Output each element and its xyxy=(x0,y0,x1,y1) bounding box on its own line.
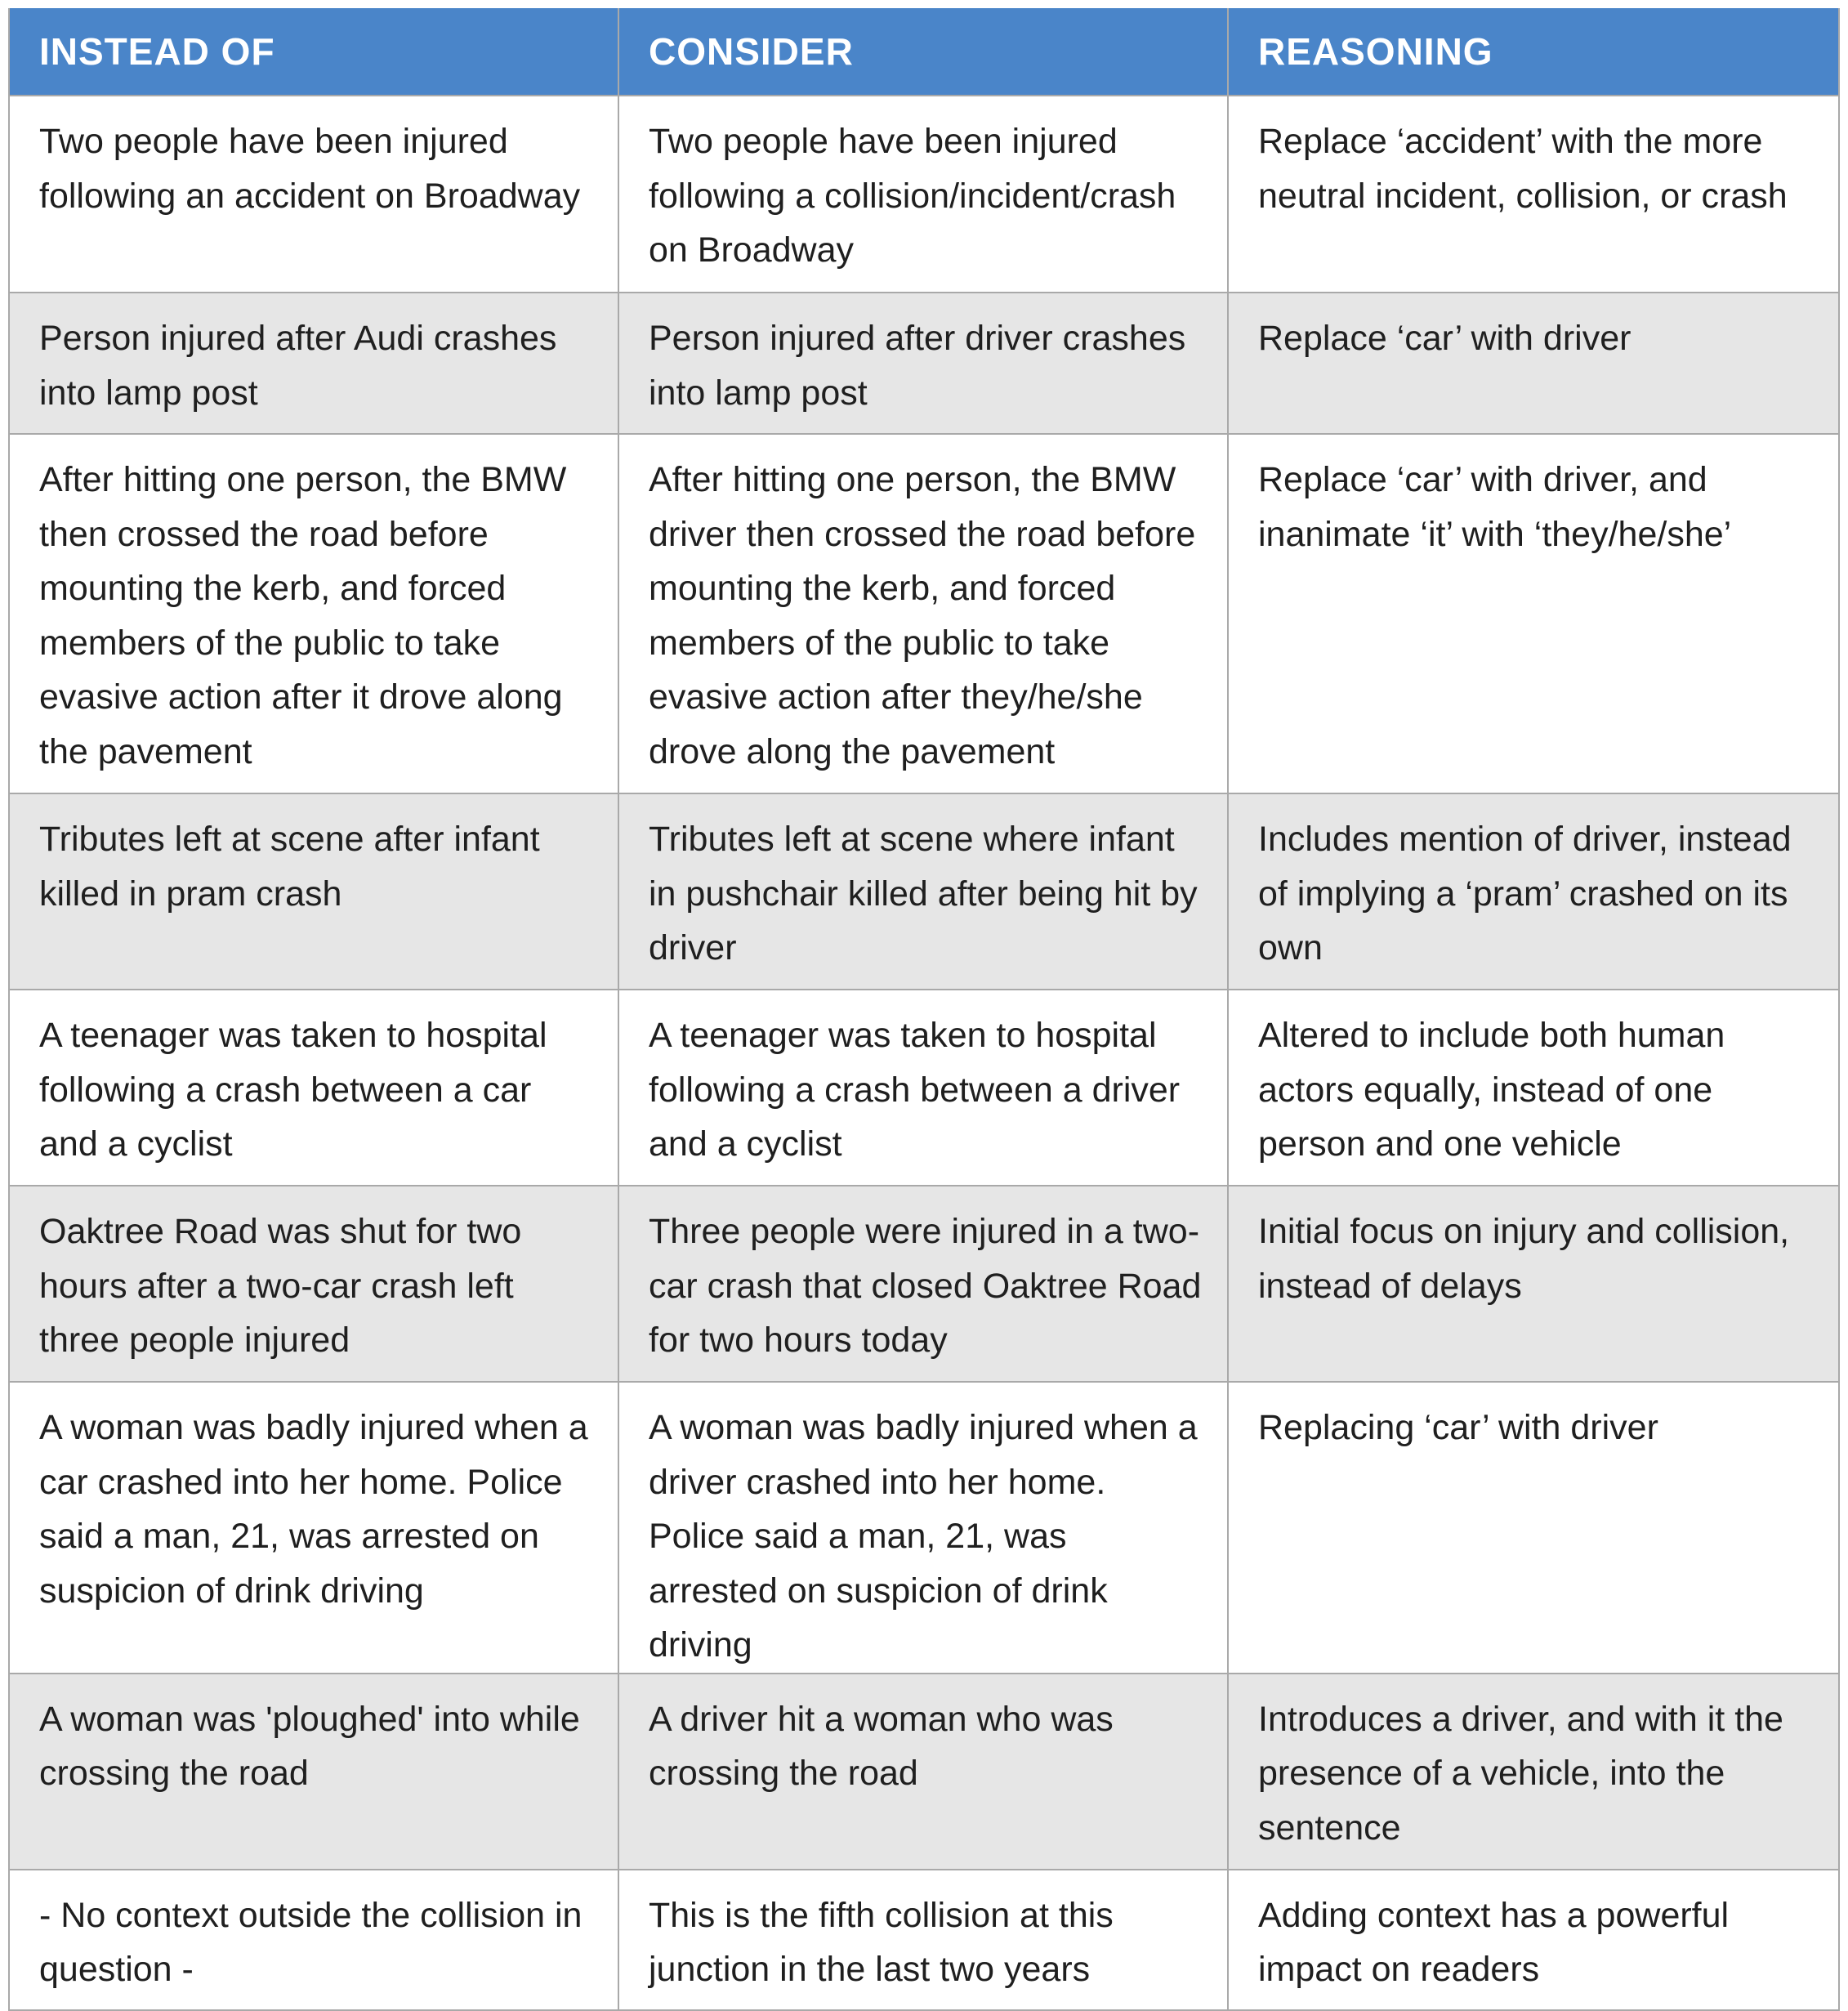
cell-instead-of: Two people have been injured following an accident on Broadway xyxy=(9,96,618,293)
table-row xyxy=(9,1674,1839,1870)
table-row xyxy=(9,434,1839,793)
header-reasoning: REASONING xyxy=(1228,8,1839,96)
cell-reasoning: Altered to include both human actors equally, instead of one person and one vehicle xyxy=(1228,990,1839,1186)
cell-instead-of: A teenager was taken to hospital following a crash between a car and a cyclist xyxy=(9,990,618,1186)
cell-instead-of: Oaktree Road was shut for two hours after a two-car crash left three people injured xyxy=(9,1186,618,1382)
table-row xyxy=(9,990,1839,1186)
cell-consider: Person injured after driver crashes into lamp post xyxy=(618,293,1228,434)
table-row xyxy=(9,96,1839,293)
table-row xyxy=(9,1870,1839,2010)
cell-reasoning: Introduces a driver, and with it the presence of a vehicle, into the sentence xyxy=(1228,1674,1839,1870)
cell-reasoning: Includes mention of driver, instead of implying a ‘pram’ crashed on its own xyxy=(1228,793,1839,990)
cell-instead-of: A woman was badly injured when a car crashed into her home. Police said a man, 21, was arrested on suspicion of drink driving xyxy=(9,1382,618,1674)
table-header xyxy=(9,8,1839,96)
cell-instead-of: Tributes left at scene after infant killed in pram crash xyxy=(9,793,618,990)
cell-reasoning: Replace ‘car’ with driver, and inanimate ‘it’ with ‘they/he/she’ xyxy=(1228,434,1839,793)
cell-consider: Two people have been injured following a collision/incident/crash on Broadway xyxy=(618,96,1228,293)
table-row xyxy=(9,1382,1839,1674)
cell-consider: After hitting one person, the BMW driver then crossed the road before mounting the kerb, and forced members of the public to take evasive action after they/he/she drove along the pavement xyxy=(618,434,1228,793)
cell-instead-of: Person injured after Audi crashes into lamp post xyxy=(9,293,618,434)
table-row xyxy=(9,293,1839,434)
cell-reasoning: Adding context has a powerful impact on readers xyxy=(1228,1870,1839,2010)
header-instead-of: INSTEAD OF xyxy=(9,8,618,96)
comparison-table xyxy=(8,8,1840,2011)
cell-consider: Three people were injured in a two-car crash that closed Oaktree Road for two hours today xyxy=(618,1186,1228,1382)
cell-instead-of: After hitting one person, the BMW then crossed the road before mounting the kerb, and forced members of the public to take evasive action after it drove along the pavement xyxy=(9,434,618,793)
cell-reasoning: Initial focus on injury and collision, instead of delays xyxy=(1228,1186,1839,1382)
cell-instead-of: A woman was 'ploughed' into while crossing the road xyxy=(9,1674,618,1870)
comparison-table-container xyxy=(8,8,1838,2011)
table-body xyxy=(9,96,1839,2010)
cell-reasoning: Replacing ‘car’ with driver xyxy=(1228,1382,1839,1674)
cell-consider: This is the fifth collision at this junction in the last two years xyxy=(618,1870,1228,2010)
cell-reasoning: Replace ‘accident’ with the more neutral incident, collision, or crash xyxy=(1228,96,1839,293)
cell-instead-of: - No context outside the collision in question - xyxy=(9,1870,618,2010)
header-consider: CONSIDER xyxy=(618,8,1228,96)
cell-consider: A driver hit a woman who was crossing the road xyxy=(618,1674,1228,1870)
table-row xyxy=(9,793,1839,990)
header-row xyxy=(9,8,1839,96)
cell-reasoning: Replace ‘car’ with driver xyxy=(1228,293,1839,434)
table-row xyxy=(9,1186,1839,1382)
cell-consider: Tributes left at scene where infant in pushchair killed after being hit by driver xyxy=(618,793,1228,990)
cell-consider: A woman was badly injured when a driver crashed into her home. Police said a man, 21, was arrested on suspicion of drink driving xyxy=(618,1382,1228,1674)
cell-consider: A teenager was taken to hospital following a crash between a driver and a cyclist xyxy=(618,990,1228,1186)
